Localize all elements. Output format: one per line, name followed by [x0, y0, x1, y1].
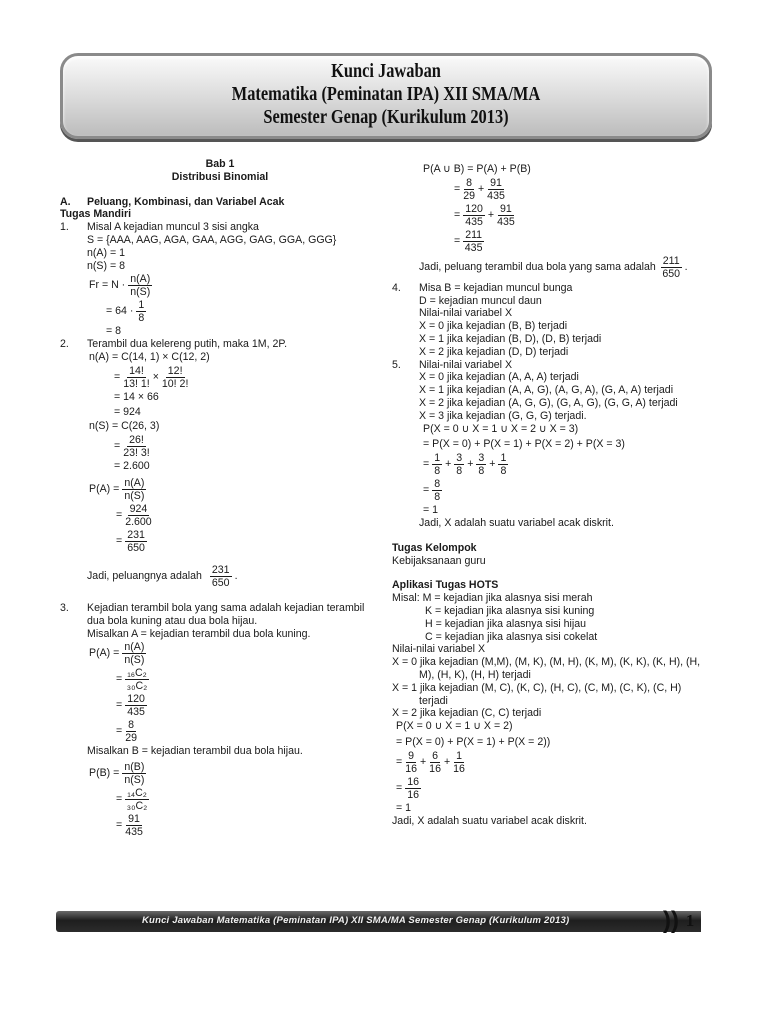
- equation: = $\frac{91}{435}$: [116, 813, 143, 839]
- fraction: $\frac{14!}{13! 1!}$: [123, 364, 150, 390]
- equation: = P(X = 0) + P(X = 1) + P(X = 2) + P(X = 3): [423, 438, 625, 451]
- fraction: $\frac{12!}{10! 2!}$: [161, 364, 189, 390]
- fraction: 211 650: [662, 254, 681, 280]
- conclusion: Jadi, peluang terambil dua bola yang sama adalah 211 650 .: [419, 254, 688, 280]
- text-line: X = 2 jika kejadian (A, G, G), (G, A, G), (G, G, A) terjadi: [419, 396, 678, 409]
- question-number: 5.: [392, 358, 401, 371]
- fraction: $\frac{1}{8}$: [434, 452, 441, 478]
- right-column: [392, 163, 722, 827]
- text-line: Misalkan B = kejadian terambil dua bola hijau.: [87, 745, 303, 758]
- equation: = $\frac{120}{435}$: [116, 693, 145, 719]
- chapter-number: Bab 1: [205, 158, 235, 170]
- equation: = 1: [396, 801, 412, 814]
- fraction: $\frac{1}{16}$: [453, 749, 465, 775]
- fraction: $\frac{26!}{23! 3!}$: [123, 434, 150, 460]
- equation: = $\frac{211}{435}$: [454, 228, 483, 254]
- text-line: X = 0 jika kejadian (A, A, A) terjadi: [419, 371, 579, 384]
- equation: = 8: [106, 325, 122, 338]
- equation: = $\frac{14!}{13! 1!}$ × $\frac{12!}{10! 2!}$: [114, 364, 189, 390]
- question-number: 1.: [60, 221, 69, 234]
- section-heading: [60, 196, 380, 209]
- text-line: Misal A kejadian muncul 3 sisi angka: [87, 221, 259, 234]
- question-3: [60, 602, 380, 615]
- equation: = $\frac{924}{2.600}$: [116, 502, 152, 528]
- question-5: [392, 359, 722, 372]
- question-number: 3.: [60, 601, 69, 614]
- subsection-heading: Tugas Mandiri: [60, 208, 132, 221]
- title-line-2: Matematika (Peminatan IPA) XII SMA/MA: [231, 83, 541, 105]
- fraction: $\frac{211}{435}$: [464, 228, 483, 254]
- text-line: X = 0 jika kejadian (B, B) terjadi: [419, 320, 568, 333]
- equation: = 924: [114, 405, 141, 418]
- fraction: $\frac{1}{8}$: [500, 452, 507, 478]
- page-number: 1: [685, 911, 695, 930]
- text-line: Nilai-nilai variabel X: [419, 358, 513, 371]
- fraction: $\frac{8}{29}$: [463, 176, 475, 202]
- equation: = $\frac{120}{435}$ + $\frac{91}{435}$: [454, 202, 515, 228]
- text-line: dua bola kuning atau dua bola hijau.: [87, 614, 258, 627]
- equation: P(B) = $\frac{n(B)}{n(S)}$: [89, 761, 145, 787]
- question-number: 4.: [392, 281, 401, 294]
- fraction: $\frac{120}{435}$: [127, 693, 145, 719]
- text-line: n(S) = 8: [87, 259, 125, 272]
- text-line: X = 1 jika kejadian (M, C), (K, C), (H, C), (C, M), (C, K), (C, H): [392, 681, 682, 694]
- text-line: K = kejadian jika alasnya sisi kuning: [425, 604, 595, 617]
- equation: = $\frac{8}{8}$: [423, 478, 441, 504]
- text-line: X = 3 jika kejadian (G, G, G) terjadi.: [419, 409, 587, 422]
- section-title: Peluang, Kombinasi, dan Variabel Acak: [87, 195, 285, 208]
- equation: = $\frac{26!}{23! 3!}$: [114, 434, 150, 460]
- subsection-heading: Aplikasi Tugas HOTS: [392, 579, 499, 592]
- text-line: X = 0 jika kejadian (M,M), (M, K), (M, H), (K, M), (K, K), (K, H), (H,: [392, 656, 701, 669]
- fraction: $\frac{16}{16}$: [407, 775, 419, 801]
- fraction: $\frac{91}{435}$: [125, 813, 143, 839]
- text-line: X = 1 jika kejadian (B, D), (D, B) terjadi: [419, 332, 602, 345]
- equation: = $\frac{16}{16}$: [396, 775, 419, 801]
- equation: = 1: [423, 504, 439, 517]
- fraction: $\frac{924}{2.600}$: [125, 502, 152, 528]
- fraction: $\frac{9}{16}$: [405, 749, 417, 775]
- equation: n(S) = C(26, 3): [89, 420, 160, 433]
- question-number: 2.: [60, 338, 69, 351]
- text-line: M), (H, K), (H, H) terjadi: [419, 668, 531, 681]
- fraction: $\frac{3}{8}$: [478, 452, 485, 478]
- fraction: $\frac{6}{16}$: [429, 749, 441, 775]
- title-banner: [60, 53, 712, 139]
- text-line: X = 2 jika kejadian (C, C) terjadi: [392, 707, 542, 720]
- fraction: $\frac{\text{₁₆C₂}}{\text{₃₀C₂}}$: [126, 667, 148, 693]
- equation: P(X = 0 ∪ X = 1 ∪ X = 2 ∪ X = 3): [423, 422, 579, 435]
- fraction: $\frac{8}{8}$: [434, 478, 441, 504]
- fraction: $\frac{n(A)}{n(S)}$: [124, 641, 145, 667]
- fraction: $\frac{n(A)}{n(S)}$: [124, 476, 145, 502]
- footer-bar: [56, 911, 701, 932]
- fraction: $\frac{8}{29}$: [125, 719, 137, 745]
- equation-lhs: = 64 ·: [106, 305, 134, 318]
- fraction: $\frac{120}{435}$: [465, 202, 483, 228]
- fraction: $\frac{231}{650}$: [127, 528, 145, 554]
- fraction: $\frac{91}{435}$: [497, 202, 515, 228]
- equation: = P(X = 0) + P(X = 1) + P(X = 2)): [396, 735, 551, 748]
- equation: = 14 × 66: [114, 390, 159, 403]
- equation-lhs: Fr = N ·: [89, 279, 126, 292]
- equation: P(A) = $\frac{n(A)}{n(S)}$: [89, 476, 145, 502]
- section-letter: A.: [60, 195, 71, 208]
- text-line: Misa B = kejadian muncul bunga: [419, 281, 573, 294]
- equation: = $\frac{8}{29}$: [116, 719, 137, 745]
- text-line: Kejadian terambil bola yang sama adalah kejadian terambil: [87, 601, 365, 614]
- equation: P(A) = $\frac{n(A)}{n(S)}$: [89, 641, 145, 667]
- text-line: n(A) = 1: [87, 246, 125, 259]
- text-line: Nilai-nilai variabel X: [419, 307, 513, 320]
- fraction: $\frac{n(B)}{n(S)}$: [124, 761, 145, 787]
- text-line: D = kejadian muncul daun: [419, 294, 542, 307]
- text-line: C = kejadian jika alasnya sisi cokelat: [425, 630, 598, 643]
- equation: = $\frac{1}{8}$ + $\frac{3}{8}$ + $\frac{3}{8}$ + $\frac{1}{8}$: [423, 452, 507, 478]
- footer-decoration-icon: )): [663, 907, 679, 934]
- conclusion: Jadi, peluangnya adalah 231 650 .: [87, 563, 238, 589]
- text-line: Misal: M = kejadian jika alasnya sisi merah: [392, 592, 593, 605]
- text-line: Terambil dua kelereng putih, maka 1M, 2P.: [87, 338, 288, 351]
- text-line: S = {AAA, AAG, AGA, GAA, AGG, GAG, GGA, GGG}: [87, 233, 337, 246]
- question-4: [392, 282, 722, 295]
- title-line-3: Semester Genap (Kurikulum 2013): [263, 106, 509, 128]
- text-line: Kebijaksanaan guru: [392, 554, 486, 567]
- fraction: 231 650: [211, 563, 230, 589]
- question-2: [60, 338, 380, 351]
- footer-text: Kunci Jawaban Matematika (Peminatan IPA) XII SMA/MA Semester Genap (Kurikulum 2013): [142, 915, 570, 926]
- text-line: Nilai-nilai variabel X: [392, 643, 486, 656]
- question-1: [60, 221, 380, 234]
- equation: = 2.600: [114, 460, 150, 473]
- equation: = $\frac{\text{₁₄C₂}}{\text{₃₀C₂}}$: [116, 787, 148, 813]
- equation: = $\frac{9}{16}$ + $\frac{6}{16}$ + $\frac{1}{16}$: [396, 749, 465, 775]
- equation: P(A ∪ B) = P(A) + P(B): [423, 163, 531, 175]
- text-line: X = 1 jika kejadian (A, A, G), (A, G, A), (G, A, A) terjadi: [419, 384, 674, 397]
- fraction: $\frac{\text{₁₄C₂}}{\text{₃₀C₂}}$: [126, 787, 148, 813]
- equation: = $\frac{8}{29}$ + $\frac{91}{435}$: [454, 176, 505, 202]
- text-line: H = kejadian jika alasnya sisi hijau: [425, 617, 587, 630]
- equation: [60, 299, 380, 324]
- equation: P(X = 0 ∪ X = 1 ∪ X = 2): [396, 720, 513, 733]
- equation: = $\frac{231}{650}$: [116, 528, 145, 554]
- conclusion: Jadi, X adalah suatu variabel acak diskrit.: [419, 516, 614, 529]
- chapter-title: Distribusi Binomial: [171, 170, 269, 183]
- text-line: Misalkan A = kejadian terambil dua bola kuning.: [87, 627, 311, 640]
- text-line: terjadi: [419, 694, 448, 707]
- text-line: X = 2 jika kejadian (D, D) terjadi: [419, 345, 569, 358]
- equation: n(A) = C(14, 1) × C(12, 2): [89, 350, 210, 363]
- fraction: n(A) n(S): [130, 273, 151, 299]
- fraction: $\frac{3}{8}$: [456, 452, 463, 478]
- left-column: [60, 158, 380, 839]
- subsection-heading: Tugas Kelompok: [392, 541, 477, 554]
- conclusion: Jadi, X adalah suatu variabel acak diskrit.: [392, 814, 587, 827]
- fraction: $\frac{91}{435}$: [487, 176, 505, 202]
- equation: = $\frac{\text{₁₆C₂}}{\text{₃₀C₂}}$: [116, 667, 148, 693]
- equation: [60, 273, 380, 298]
- title-line-1: Kunci Jawaban: [331, 60, 441, 82]
- fraction: 1 8: [138, 299, 145, 325]
